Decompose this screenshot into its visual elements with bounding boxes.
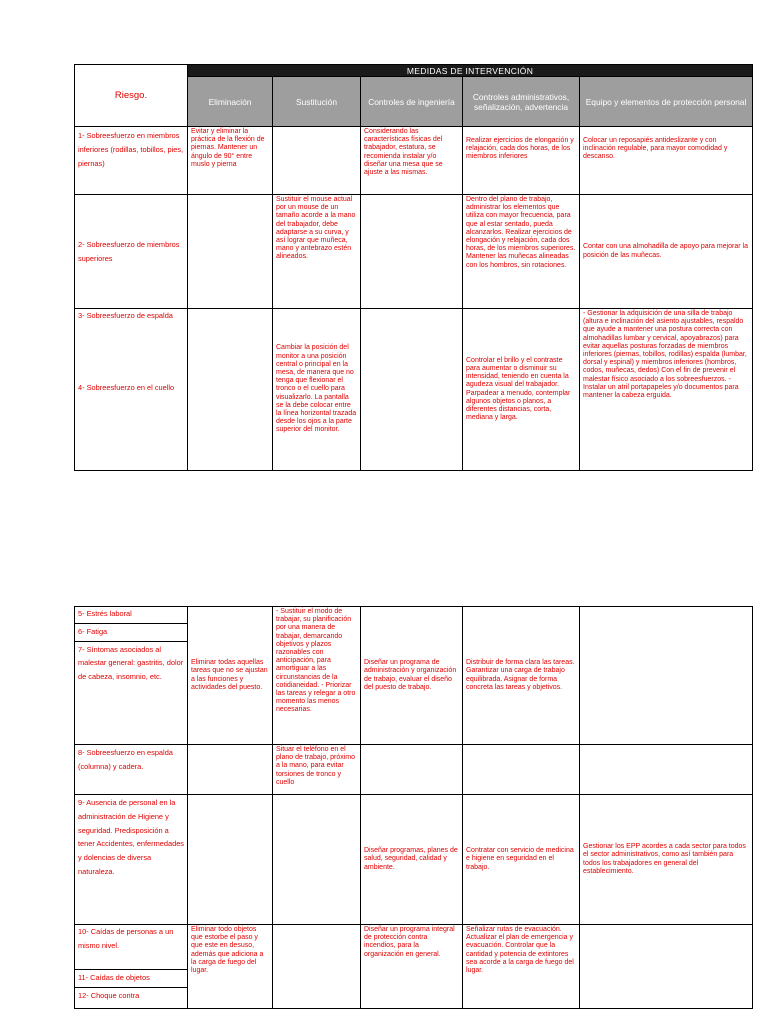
risk-item: 11- Caídas de objetos xyxy=(78,973,150,982)
table-row xyxy=(75,195,753,309)
eliminacion-cell xyxy=(188,795,273,925)
sustitucion-cell xyxy=(273,925,361,1009)
epp-cell: Gestionar los EPP acordes a cada sector para todos el sector administrativos, como así también para todos los trabajadores en general del establecimiento. xyxy=(580,795,753,925)
administrativos-cell: Distribuir de forma clara las tareas. Garantizar una carga de trabajo equilibrada. Asignar de forma concreta las tareas y objetivos. xyxy=(463,607,580,745)
sustitucion-cell xyxy=(273,127,361,195)
ingenieria-cell: Diseñar un programa integral de protección contra incendios, para la organización en general. xyxy=(361,925,463,1009)
risk-cell: 9- Ausencia de personal en la administración de Higiene y seguridad. Predisposición a tener Accidentes, enfermedades y dolencias de diversa naturaleza. xyxy=(75,795,188,925)
administrativos-cell: Controlar el brillo y el contraste para aumentar o disminuir su intensidad, teniendo en cuenta la agudeza visual del trabajador. Parpadear a menudo, contemplar algunos objetos o planos, a diferentes distancias, corta, mediana y larga. xyxy=(463,309,580,471)
epp-cell: Colocar un reposapiés antideslizante y con inclinación regulable, para mayor comodidad y descanso. xyxy=(580,127,753,195)
header-administrativos: Controles administrativos, señalización, advertencia xyxy=(463,77,580,127)
sustitucion-cell: - Sustituir el modo de trabajar, su planificación por una manera de trabajar, demarcando objetivos y plazos razonables con anticipación, para amortiguar a las circunstancias de la cotidianeidad. - Priorizar las tareas y relegar a otro momento las menos necesarias. xyxy=(273,607,361,745)
epp-cell: - Gestionar la adquisición de una silla de trabajo (altura e inclinación del asiento ajustables, respaldo que ayude a mantener una postura correcta con almohadillas lumbar y cervical, apoyabrazos) para evitar aquellas posturas forzadas de miembros inferiores (piernas, tobillos, rodillas) espalda (lumbar, dorsal y espinal) y miembros inferiores (hombros, codos, muñecas, dedos) Con el fin de prevenir el malestar físico asociado a los sobreesfuerzos. - Instalar un atril portapapeles y/o documentos para mantener la cabeza erguida. xyxy=(580,309,753,471)
table-row xyxy=(75,607,753,745)
header-sustitucion: Sustitución xyxy=(273,77,361,127)
epp-cell xyxy=(580,925,753,1009)
administrativos-cell: Realizar ejercicios de elongación y relajación, cada dos horas, de los miembros inferiores xyxy=(463,127,580,195)
administrativos-cell: Contratar con servicio de medicina e higiene en seguridad en el trabajo. xyxy=(463,795,580,925)
eliminacion-cell: Evitar y eliminar la práctica de la flexión de piernas. Mantener un ángulo de 90° entre muslo y pierna xyxy=(188,127,273,195)
intervention-table-bottom xyxy=(74,606,753,1009)
risk-item: 6- Fatiga xyxy=(78,626,108,636)
riesgo-header: Riesgo. xyxy=(75,65,188,127)
risk-item: 10- Caídas de personas a un mismo nivel. xyxy=(78,927,174,950)
risk-cell-group xyxy=(75,925,188,1009)
risk-item: 3- Sobreesfuerzo de espalda xyxy=(78,311,173,320)
eliminacion-cell xyxy=(188,309,273,471)
ingenieria-cell xyxy=(361,309,463,471)
sustitucion-cell: Situar el teléfono en el plano de trabajo, próximo a la mano, para evitar torsiones de tronco y cuello xyxy=(273,745,361,795)
table-row xyxy=(75,795,753,925)
header-ingenieria: Controles de ingeniería xyxy=(361,77,463,127)
risk-cell: 1- Sobreesfuerzo en miembros inferiores (rodillas, tobillos, pies, piernas) xyxy=(75,127,188,195)
header-eliminacion: Eliminación xyxy=(188,77,273,127)
ingenieria-cell: Diseñar programas, planes de salud, seguridad, calidad y ambiente. xyxy=(361,795,463,925)
intervention-table-top xyxy=(74,64,753,471)
administrativos-cell xyxy=(463,745,580,795)
ingenieria-cell xyxy=(361,745,463,795)
table-row xyxy=(75,745,753,795)
eliminacion-cell: Eliminar todas aquellas tareas que no se ajustan a las funciones y actividades del puesto. xyxy=(188,607,273,745)
risk-cell-group xyxy=(75,309,188,471)
ingenieria-cell xyxy=(361,195,463,309)
sustitucion-cell xyxy=(273,795,361,925)
eliminacion-cell xyxy=(188,745,273,795)
risk-item: 4- Sobreesfuerzo en el cuello xyxy=(78,383,175,392)
risk-item: 5- Estrés laboral xyxy=(78,609,132,618)
table-row xyxy=(75,925,753,1009)
risk-item: 7- Síntomas asociados al malestar general: gastritis, dolor de cabeza, insomnio, etc. xyxy=(78,644,184,682)
sustitucion-cell: Cambiar la posición del monitor a una posición central o principal en la mesa, de manera que no tenga que flexionar el tronco o el cuello para visualizarlo. La pantalla se la debe colocar entre la línea horizontal trazada desde los ojos a la parte superior del monitor. xyxy=(273,309,361,471)
ingenieria-cell: Diseñar un programa de administración y organización de trabajo, evaluar el diseño del puesto de trabajo. xyxy=(361,607,463,745)
risk-item: 12- Choque contra xyxy=(78,990,140,1000)
table-row xyxy=(75,127,753,195)
table-row xyxy=(75,309,753,471)
sustitucion-cell: Sustituir el mouse actual por un mouse de un tamaño acorde a la mano del trabajador, debe adaptarse a su curva, y así lograr que muñeca, mano y antebrazo estén alineados. xyxy=(273,195,361,309)
ingenieria-cell: Considerando las características físicas del trabajador, estatura, se recomienda instalar y/o diseñar una mesa que se ajuste a las mismas. xyxy=(361,127,463,195)
administrativos-cell: Dentro del plano de trabajo, administrar los elementos que utiliza con mayor frecuencia, para que al estar sentado, pueda alcanzarlos. Realizar ejercicios de elongación y relajación, cada dos horas, de los miembros superiores. Mantener las muñecas alineadas con los hombros, sin rotaciones. xyxy=(463,195,580,309)
header-epp: Equipo y elementos de protección personal xyxy=(580,77,753,127)
risk-cell-group xyxy=(75,607,188,745)
risk-cell: 2- Sobreesfuerzo de miembros superiores xyxy=(75,195,188,309)
eliminacion-cell: Eliminar todo objetos que estorbe el paso y que este en desuso, además que adiciona a la carga de fuego del lugar. xyxy=(188,925,273,1009)
administrativos-cell: Señalizar rutas de evacuación. Actualizar el plan de emergencia y evacuación. Controlar que la cantidad y potencia de extintores sea acorde a la carga de fuego del lugar. xyxy=(463,925,580,1009)
medidas-banner: MEDIDAS DE INTERVENCIÓN xyxy=(188,65,753,77)
epp-cell xyxy=(580,745,753,795)
eliminacion-cell xyxy=(188,195,273,309)
epp-cell xyxy=(580,607,753,745)
epp-cell: Contar con una almohadilla de apoyo para mejorar la posición de las muñecas. xyxy=(580,195,753,309)
risk-cell: 8- Sobreesfuerzo en espalda (columna) y cadera. xyxy=(75,745,188,795)
